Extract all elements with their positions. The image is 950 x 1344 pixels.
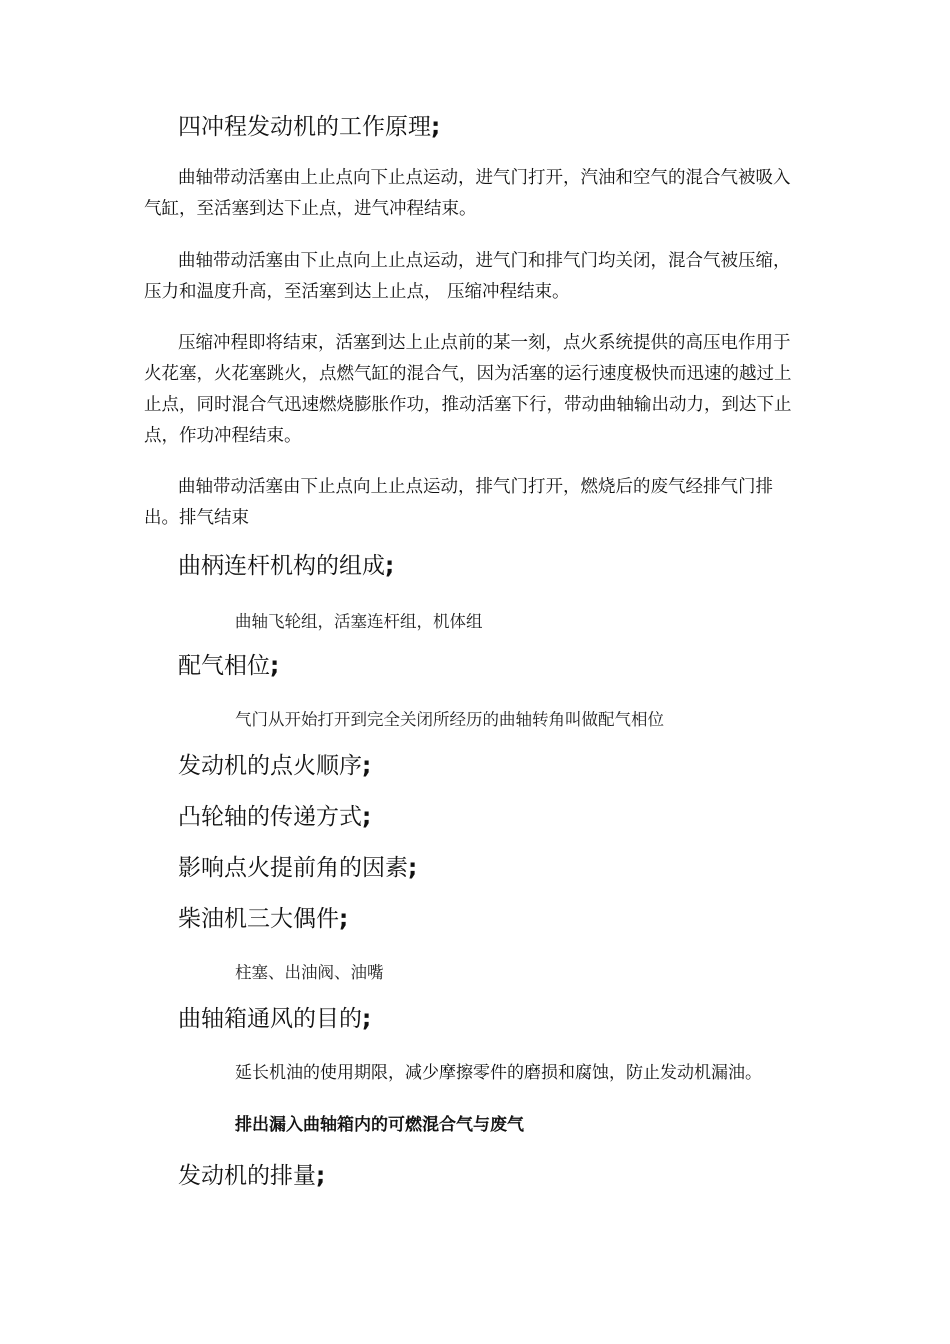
heading-valve-timing: 配气相位; xyxy=(178,653,280,679)
paragraph-power-stroke: 压缩冲程即将结束，活塞到达上止点前的某一刻，点火系统提供的高压电作用于火花塞，火花塞跳火，点燃气缸的混合气，因为活塞的运行速度极快而迅速的越过上止点，同时混合气迅速燃烧膨胀作功，推动活塞下行，带动曲轴输出动力，到达下止点，作功冲程结束。 xyxy=(144,333,792,446)
heading-camshaft-drive: 凸轮轴的传递方式; xyxy=(178,804,372,830)
heading-crankcase-ventilation: 曲轴箱通风的目的; xyxy=(178,1006,372,1032)
heading-firing-order: 发动机的点火顺序; xyxy=(178,753,372,779)
heading-crank-mechanism: 曲柄连杆机构的组成; xyxy=(178,553,395,579)
heading-ignition-advance: 影响点火提前角的因素; xyxy=(178,855,418,881)
heading-engine-displacement: 发动机的排量; xyxy=(178,1163,326,1189)
answer-crankcase-ventilation-1: 延长机油的使用期限，减少摩擦零件的磨损和腐蚀，防止发动机漏油。 xyxy=(235,1063,762,1083)
answer-crank-mechanism: 曲轴飞轮组，活塞连杆组，机体组 xyxy=(235,612,483,631)
answer-crankcase-ventilation-2: 排出漏入曲轴箱内的可燃混合气与废气 xyxy=(235,1115,524,1135)
paragraph-exhaust-stroke: 曲轴带动活塞由下止点向上止点运动，排气门打开，燃烧后的废气经排气门排出。排气结束 xyxy=(144,477,773,528)
heading-diesel-parts: 柴油机三大偶件; xyxy=(178,906,349,932)
answer-diesel-parts: 柱塞、出油阀、油嘴 xyxy=(235,963,384,982)
heading-four-stroke-principle: 四冲程发动机的工作原理; xyxy=(178,114,441,140)
answer-valve-timing: 气门从开始打开到完全关闭所经历的曲轴转角叫做配气相位 xyxy=(235,710,664,729)
paragraph-intake-stroke: 曲轴带动活塞由上止点向下止点运动，进气门打开，汽油和空气的混合气被吸入气缸，至活塞到达下止点，进气冲程结束。 xyxy=(144,168,791,219)
paragraph-compression-stroke: 曲轴带动活塞由下止点向上止点运动，进气门和排气门均关闭，混合气被压缩，压力和温度升高，至活塞到达上止点， 压缩冲程结束。 xyxy=(144,251,791,302)
